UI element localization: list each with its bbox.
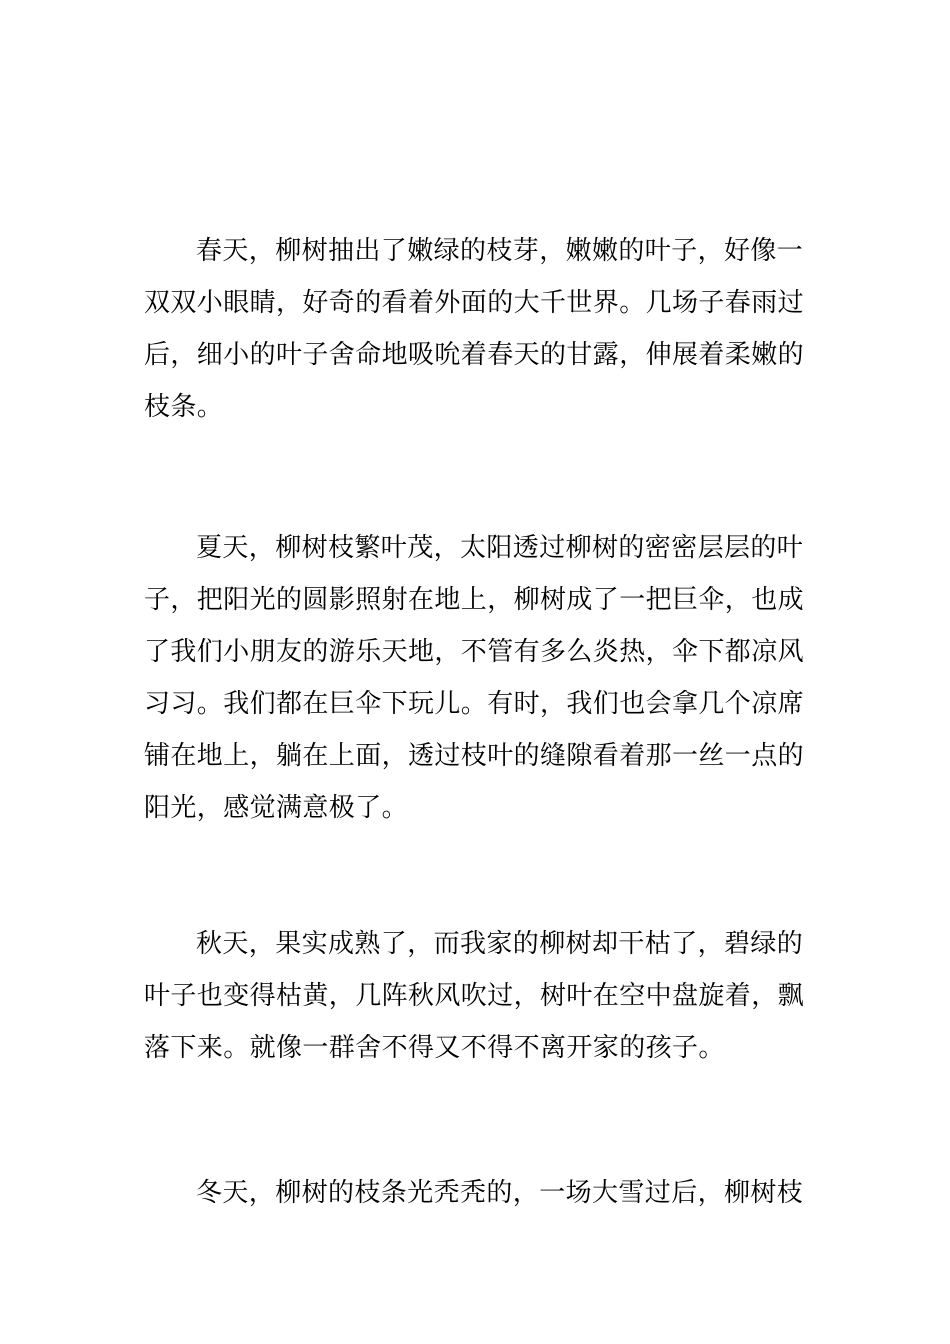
paragraph-winter: 冬天，柳树的枝条光秃秃的，一场大雪过后，柳树枝: [196, 1178, 804, 1208]
paragraph-autumn: 秋天，果实成熟了，而我家的柳树却干枯了，碧绿的叶子也变得枯黄，几阵秋风吹过，树叶在空中盘旋着，飘落下来。就像一群舍不得又不得不离开家的孩子。: [144, 929, 805, 1063]
paragraph-summer: 夏天，柳树枝繁叶茂，太阳透过柳树的密密层层的叶子，把阳光的圆影照射在地上，柳树成了一把巨伞，也成了我们小朋友的游乐天地，不管有多么炎热，伞下都凉风习习。我们都在巨伞下玩儿。有时，我们也会拿几个凉席铺在地上，躺在上面，透过枝叶的缝隙看着那一丝一点的阳光，感觉满意极了。: [144, 533, 805, 823]
paragraph-spring: 春天，柳树抽出了嫩绿的枝芽，嫩嫩的叶子，好像一双双小眼睛，好奇的看着外面的大千世界。几场子春雨过后，细小的叶子舍命地吸吮着春天的甘露，伸展着柔嫩的枝条。: [144, 236, 805, 422]
